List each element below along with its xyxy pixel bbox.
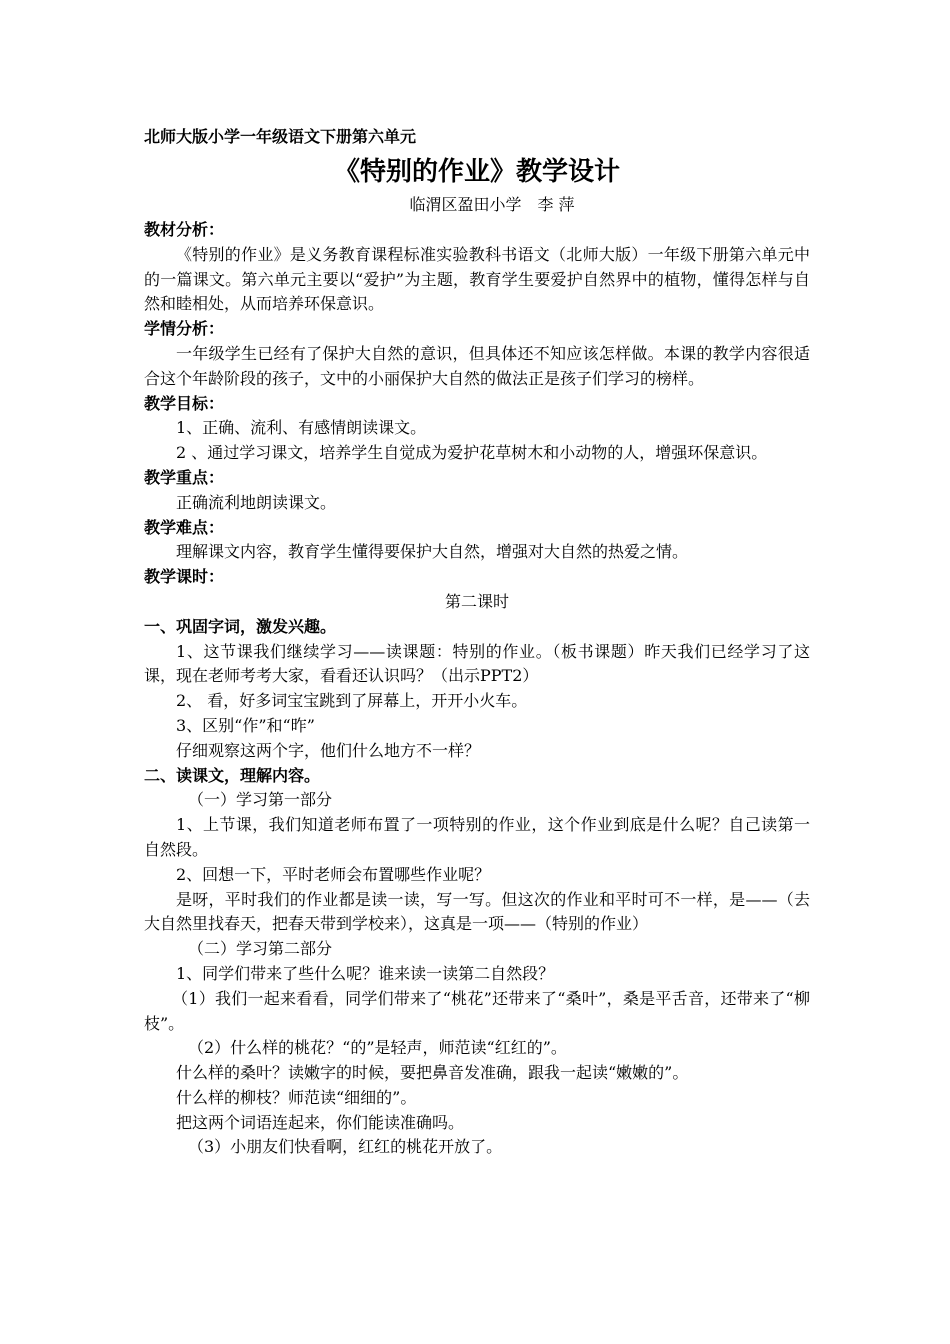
section-heading-student: 学情分析： (144, 319, 225, 339)
part2-subheading-1: （一）学习第一部分 (188, 790, 333, 810)
part1-paragraph-2: 2、 看，好多词宝宝跳到了屏幕上，开开小火车。 (176, 691, 528, 711)
part2-heading: 二、读课文，理解内容。 (144, 765, 321, 785)
student-paragraph: 一年级学生已经有了保护大自然的意识，但具体还不知应该怎样做。本课的教学内容很适合这个年龄阶段的孩子，文中的小丽保护大自然的做法正是孩子们学习的榜样。 (144, 343, 810, 388)
part1-paragraph-3: 3、区别“作”和“昨” (176, 715, 315, 735)
part2-paragraph-10: （3）小朋友们快看啊，红红的桃花开放了。 (188, 1137, 503, 1157)
part1-heading: 一、巩固字词，激发兴趣。 (144, 616, 337, 636)
section-heading-goals: 教学目标： (144, 393, 225, 413)
part2-paragraph-4: 1、同学们带来了些什么呢？谁来读一读第二自然段？ (176, 963, 555, 983)
analysis-paragraph: 《特别的作业》是义务教育课程标准实验教科书语文（北师大版）一年级下册第六单元中的一篇课文。第六单元主要以“爱护”为主题，教育学生要爱护自然界中的植物，懂得怎样与自然和睦相处，从而培养环保意识。 (144, 244, 810, 314)
part1-paragraph-4: 仔细观察这两个字，他们什么地方不一样？ (176, 740, 481, 760)
goal-item-2: 2 、通过学习课文，培养学生自觉成为爱护花草树木和小动物的人，增强环保意识。 (176, 443, 768, 463)
part1-paragraph-1: 1、这节课我们继续学习——读课题：特别的作业。（板书课题）昨天我们已经学习了这课，现在老师考考大家，看看还认识吗？（出示PPT2） (144, 641, 810, 686)
part2-paragraph-2: 2、回想一下，平时老师会布置哪些作业呢？ (176, 864, 491, 884)
part2-paragraph-7: 什么样的桑叶？读嫩字的时候，要把鼻音发准确，跟我一起读“嫩嫩的”。 (176, 1063, 689, 1083)
focus-paragraph: 正确流利地朗读课文。 (176, 492, 337, 512)
document-body (144, 124, 810, 1160)
document-title: 《特别的作业》教学设计 (333, 157, 620, 187)
lesson-label: 第二课时 (444, 591, 509, 611)
section-heading-focus: 教学重点： (144, 467, 225, 487)
author-line: 临渭区盈田小学 李 萍 (409, 195, 575, 214)
series-line: 北师大版小学一年级语文下册第六单元 (144, 127, 417, 146)
part2-paragraph-8: 什么样的柳枝？师范读“细细的”。 (176, 1087, 417, 1107)
part2-paragraph-6: （2）什么样的桃花？“的”是轻声，师范读“红红的”。 (188, 1038, 567, 1058)
part2-paragraph-9: 把这两个词语连起来，你们能读准确吗。 (176, 1112, 465, 1132)
section-heading-analysis: 教材分析： (144, 220, 225, 239)
part2-paragraph-5: （1）我们一起来看看，同学们带来了“桃花”还带来了“桑叶”，桑是平舌音，还带来了“柳枝”。 (144, 988, 810, 1033)
section-heading-hours: 教学课时： (144, 567, 225, 587)
section-heading-difficulty: 教学难点： (144, 517, 225, 537)
part2-paragraph-1: 1、上节课，我们知道老师布置了一项特别的作业，这个作业到底是什么呢？自己读第一自然段。 (144, 815, 810, 859)
difficulty-paragraph: 理解课文内容，教育学生懂得要保护大自然，增强对大自然的热爱之情。 (176, 542, 689, 562)
part2-subheading-2: （二）学习第二部分 (188, 939, 333, 959)
goal-item-1: 1、正确、流利、有感情朗读课文。 (176, 418, 427, 438)
part2-paragraph-3: 是呀，平时我们的作业都是读一读，写一写。但这次的作业和平时可不一样，是——（去大自然里找春天，把春天带到学校来），这真是一项——（特别的作业） (144, 889, 810, 934)
